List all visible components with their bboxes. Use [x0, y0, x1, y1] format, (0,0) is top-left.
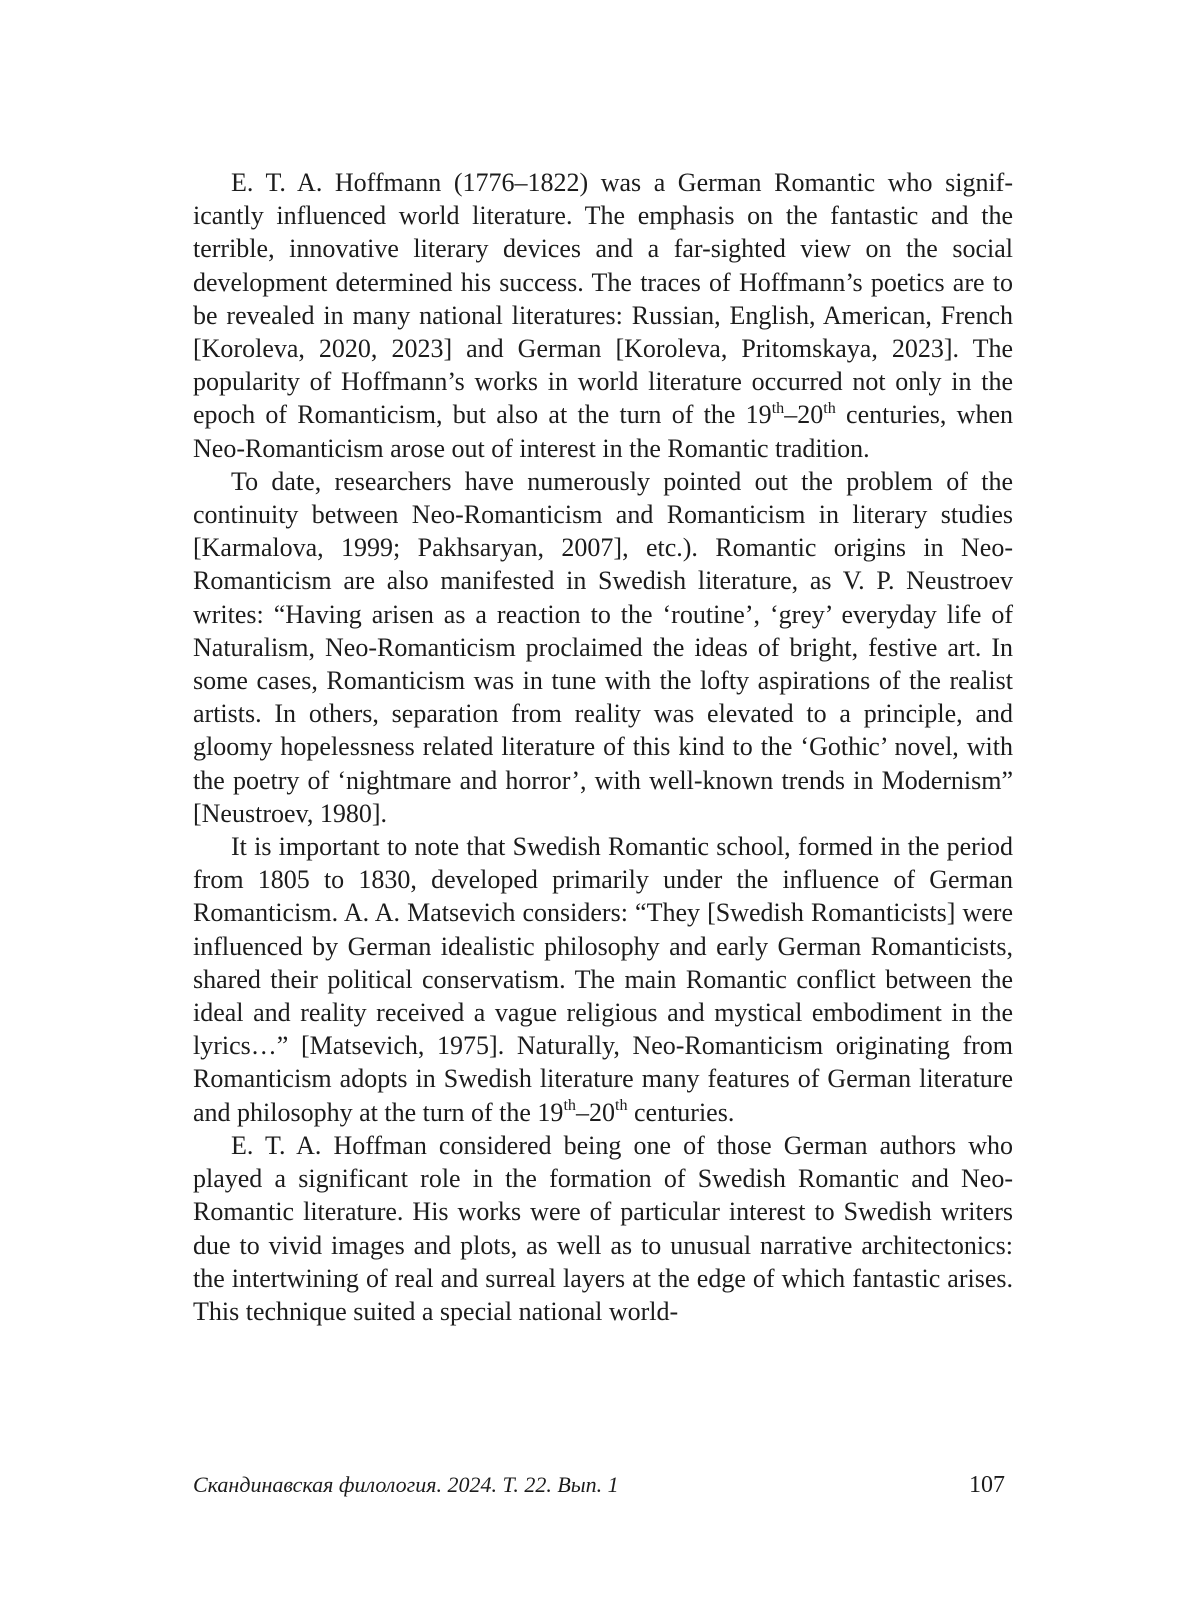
superscript-th: th: [614, 1097, 628, 1115]
paragraph-3-text-c: centuries.: [627, 1097, 735, 1127]
paragraph-4-text: E. T. A. Hoffman considered being one of those German authors who played a significant role in the formation of Swedish Romantic and Neo-Romantic literature. His works were of particular interest to Swedish writers due to vivid images and plots, as well as to unusual narrative architectonics: the intertwining of real and surreal layers at the edge of which fantastic arises. This technique suited a special national world-: [193, 1130, 1013, 1326]
paragraph-3-text-b: –20: [575, 1097, 615, 1127]
superscript-th: th: [563, 1097, 576, 1115]
running-footer: [193, 1468, 1013, 1502]
paragraph-swedish-romantic-school: [193, 830, 1013, 1129]
paragraph-1-text-a: E. T. A. Hoffmann (1776–1822) was a German Romantic who significantly influenced world literature. The emphasis on the fantastic and the terrible, innovative literary devices and a far-sighted view on the social development determined his success. The traces of Hoffmann’s poetics are to be revealed in many national literatures: Russian, English, American, French [Koroleva, 2020, 2023] and German [Koroleva, Pritomskaya, 2023]. The popularity of Hoffmann’s works in world literature occurred not only in the epoch of Romanticism, but also at the turn of the 19: [193, 168, 1013, 430]
paragraph-1-text-c: centuries, when Neo-Romanticism arose out of interest in the Romantic tradition.: [193, 400, 1013, 463]
superscript-th: th: [823, 399, 836, 417]
paragraph-3-text-a: It is important to note that Swedish Romantic school, formed in the period from 1805 to 1830, developed primarily under the influence of German Romanticism. A. A. Matsevich considers: “They [Swedish Romanticists] were influenced by German idealistic philosophy and early German Romanticists, shared their political conservatism. The main Romantic conflict between the ideal and reality received a vague religious and mystical embodiment in the lyrics…” [Matsevich, 1975]. Naturally, Neo-Romanticism originating from Romanticism adopts in Swedish literature many features of German literature and philosophy at the turn of the 19: [193, 832, 1013, 1127]
superscript-th: th: [771, 399, 785, 417]
paragraph-hoffman-influence: [193, 1129, 1013, 1328]
article-body: [193, 166, 1013, 1328]
paragraph-continuity: [193, 465, 1013, 830]
paragraph-1-text-b: –20: [784, 400, 824, 430]
page-number: 107: [969, 1472, 1005, 1498]
journal-citation: Скандинавская филология. 2024. Т. 22. Вып. 1: [193, 1472, 619, 1497]
paragraph-hoffmann-intro: [193, 166, 1013, 465]
paragraph-2-text: To date, researchers have numerously pointed out the problem of the continuity between Neo-Romanticism and Romanticism in literary studies [Karmalova, 1999; Pakhsaryan, 2007], etc.). Romantic origins in Neo-Romanticism are also manifested in Swedish literature, as V. P. Neustroev writes: “Having arisen as a reaction to the ‘routine’, ‘grey’ everyday life of Naturalism, Neo-Romanticism proclaimed the ideas of bright, festive art. In some cases, Romanticism was in tune with the lofty aspirations of the realist artists. In others, separation from reality was elevated to a principle, and gloomy hopelessness related literature of this kind to the ‘Gothic’ novel, with the poetry of ‘nightmare and horror’, with well-known trends in Modernism” [Neustroev, 1980].: [193, 466, 1013, 828]
